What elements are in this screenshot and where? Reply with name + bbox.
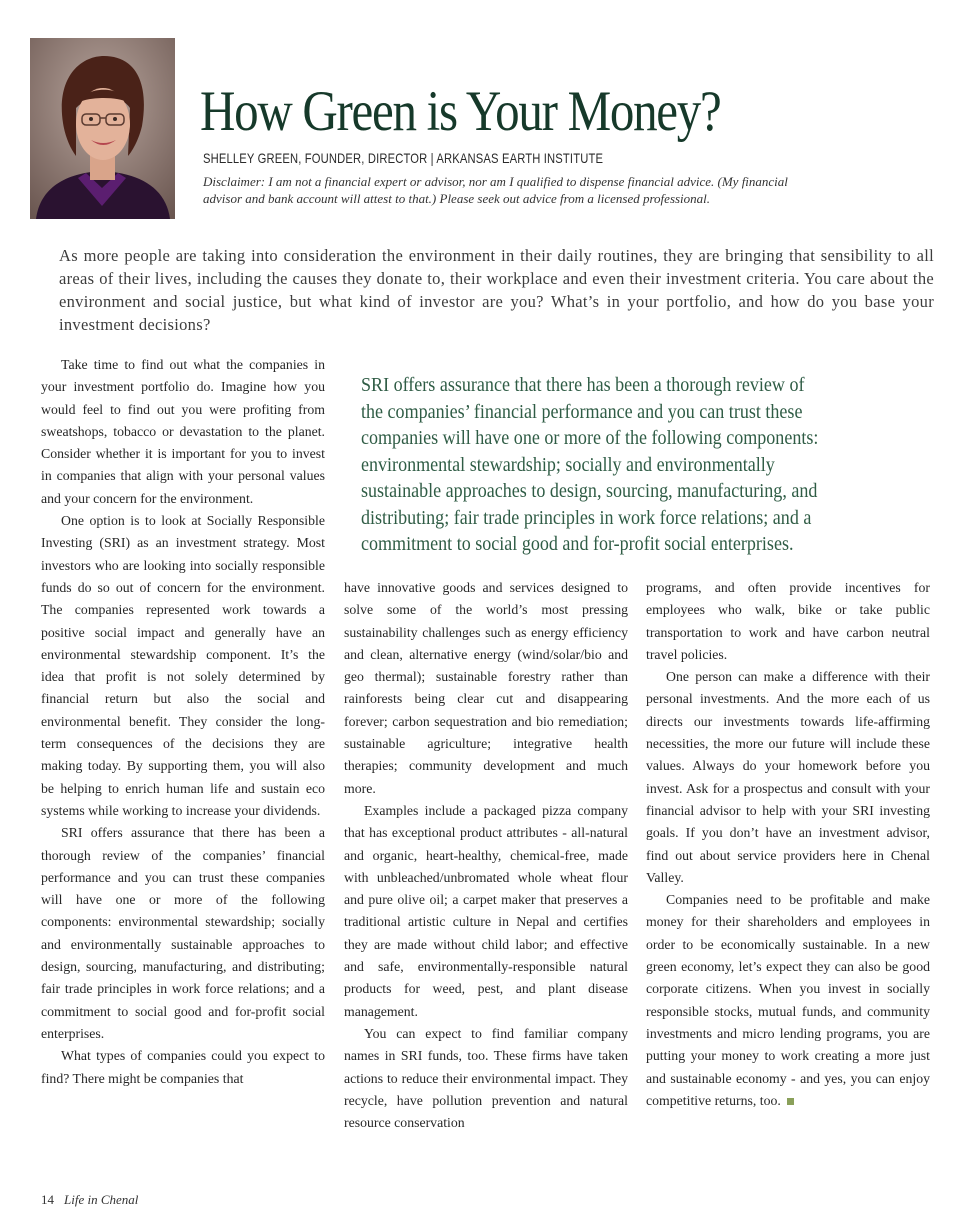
pull-quote-line: sustainable approaches to design, sourcing, manufacturing, and <box>361 480 818 502</box>
body-column-1 <box>41 354 325 1090</box>
pull-quote-line: environmental stewardship; socially and environmentally <box>361 453 775 476</box>
paragraph: Take time to find out what the companies in your investment portfolio do. Imagine how you would feel to find out you were profiting from sweatshops, tobacco or devastation to the planet. Consider whether it is important for you to invest in companies that align with your personal values and your concern for the environment. <box>41 357 325 506</box>
end-of-article-square-icon <box>787 1098 794 1105</box>
page-number: 14 <box>41 1192 54 1207</box>
paragraph: Examples include a packaged pizza company that has exceptional product attributes - all-natural and organic, heart-healthy, chemical-free, made with unbleached/unbromated whole wheat flour and pure olive oil; a carpet maker that preserves a traditional artistic culture in Nepal and certifies they are made without child labor; and effective and safe, environmentally-responsible natural products for weed, pest, and plant disease management. <box>344 802 628 1019</box>
body-column-2 <box>344 577 628 1134</box>
pull-quote-line: distributing; fair trade principles in work force relations; and a <box>361 506 812 529</box>
magazine-name: Life in Chenal <box>64 1192 139 1207</box>
article-title: How Green is Your Money? <box>200 80 721 143</box>
paragraph <box>646 889 930 1112</box>
pull-quote-line: commitment to social good and for-profit social enterprises. <box>361 533 794 555</box>
pull-quote-line: companies will have one or more of the following components: <box>361 427 819 449</box>
pull-quote-line: the companies’ financial performance and you can trust these <box>361 400 803 423</box>
pull-quote-line: SRI offers assurance that there has been a thorough review of <box>361 374 805 396</box>
body-column-3 <box>646 577 930 1112</box>
intro-paragraph: As more people are taking into consideration the environment in their daily routines, they are bringing that sensibility to all areas of their lives, including the causes they donate to, their workplace and even their investment criteria. You care about the environment and social justice, but what kind of investor are you? What’s in your portfolio, and how do you base your investment decisions? <box>59 246 934 334</box>
paragraph: SRI offers assurance that there has been a thorough review of the companies’ financial performance and you can trust these companies will have one or more of the following components: environmental stewardship; socially and environmentally sustainable approaches to design, sourcing, manufacturing, and distributing; fair trade principles in work force relations; and a commitment to social good and for-profit social enterprises. <box>41 825 325 1041</box>
disclaimer: Disclaimer: I am not a financial expert or advisor, nor am I qualified to dispense financial advice. (My financial advisor and bank account will attest to that.) Please seek out advice from a licensed professional. <box>203 174 788 206</box>
paragraph: What types of companies could you expect to find? There might be companies that <box>41 1048 325 1086</box>
paragraph: programs, and often provide incentives for employees who walk, bike or take public transportation to work and have carbon neutral travel policies. <box>646 580 930 662</box>
page-footer <box>41 1192 138 1208</box>
pull-quote <box>361 372 921 558</box>
author-photo <box>30 38 175 219</box>
paragraph: You can expect to find familiar company names in SRI funds, too. These firms have taken actions to reduce their environmental impact. They recycle, have pollution prevention and natural resource conservation <box>344 1025 628 1131</box>
paragraph-text: Companies need to be profitable and make money for their shareholders and employees in order to be economically sustainable. In a new green economy, let’s expect they can also be good corporate citizens. When you invest in socially responsible stocks, mutual funds, and community investments and micro lending programs, you are putting your money to work creating a more just and sustainable economy - and yes, you can enjoy competitive returns, too. <box>646 892 930 1108</box>
author-byline: SHELLEY GREEN, FOUNDER, DIRECTOR | ARKANSAS EARTH INSTITUTE <box>203 150 604 166</box>
paragraph: have innovative goods and services designed to solve some of the world’s most pressing sustainability challenges such as energy efficiency and clean, alternative energy (wind/solar/bio and geo thermal); sustainable forestry rather than rainforests being clear cut and disappearing forever; carbon sequestration and bio remediation; sustainable agriculture; integrative health therapies; community development and much more. <box>344 580 628 796</box>
paragraph: One option is to look at Socially Responsible Investing (SRI) as an investment strategy. Most investors who are looking into socially responsible funds do so out of concern for the environment. The companies represented work towards a positive social impact and generally have an environmental stewardship component. It’s the idea that profit is not solely determined by financial return but also the social and environmental benefit. They consider the long-term consequences of the decisions they are making today. By supporting them, you will also be helping to enrich human life and sustain eco systems while working to increase your dividends. <box>41 513 325 818</box>
paragraph: One person can make a difference with their personal investments. And the more each of us directs our investments towards life-affirming necessities, the more our future will include these values. Always do your homework before you invest. Ask for a prospectus and consult with your financial advisor to help with your SRI investing goals. If you don’t have an investment advisor, find out about service providers here in Chenal Valley. <box>646 669 930 885</box>
